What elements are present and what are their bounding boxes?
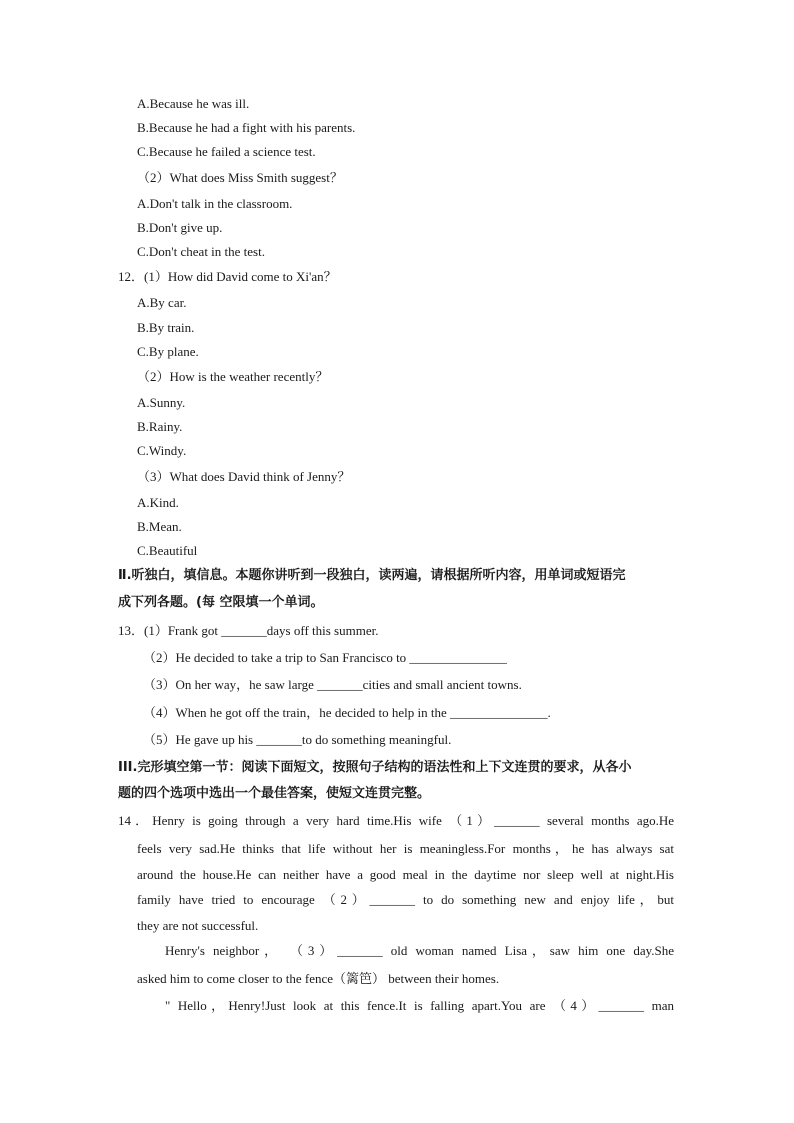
- q12-1-option-c: C.By plane.: [137, 344, 199, 359]
- section-3-heading-line-1: III.完形填空第一节：阅读下面短文，按照句子结构的语法性和上下文连贯的要求，从各小: [118, 760, 632, 775]
- q12-2-option-c: C.Windy.: [137, 443, 187, 458]
- q14-line-8: " Hello，Henry!Just look at this fence.It is falling apart.You are （4）_______ man: [165, 998, 674, 1013]
- q11-option-c: C.Because he failed a science test.: [137, 144, 316, 159]
- q11-option-a: A.Because he was ill.: [137, 96, 250, 111]
- q12-3-option-a: A.Kind.: [137, 495, 179, 510]
- q12-subquestion-3: （3）What does David think of Jenny？: [137, 469, 351, 484]
- q11-subquestion-2: （2）What does Miss Smith suggest？: [137, 170, 343, 185]
- q13-item-5: （5）He gave up his _______to do something meaningful.: [143, 732, 452, 747]
- q14-line-2: feels very sad.He thinks that life without her is meaningless.For months，he has always sat: [137, 841, 674, 856]
- q14-line-7: asked him to come closer to the fence（篱笆） between their homes.: [137, 971, 500, 986]
- q12-2-option-b: B.Rainy.: [137, 419, 183, 434]
- q13-item-1: 13．(1）Frank got _______days off this summer.: [118, 623, 379, 638]
- q11-option-b: B.Because he had a fight with his parents.: [137, 120, 356, 135]
- q11-2-option-a: A.Don't talk in the classroom.: [137, 196, 293, 211]
- section-3-heading-line-2: 题的四个选项中选出一个最佳答案，使短文连贯完整。: [118, 786, 431, 801]
- q12-2-option-a: A.Sunny.: [137, 395, 186, 410]
- q13-item-2: （2）He decided to take a trip to San Francisco to _______________: [143, 650, 507, 665]
- q12-1-option-b: B.By train.: [137, 320, 195, 335]
- q14-line-4: family have tried to encourage （2）_______ to do something new and enjoy life，but: [137, 892, 674, 907]
- q12-3-option-b: B.Mean.: [137, 519, 182, 534]
- q12-3-option-c: C.Beautiful: [137, 543, 198, 558]
- section-2-heading-line-2: 成下列各题。(每 空限填一个单词。: [118, 595, 324, 610]
- q14-line-6: Henry's neighbor， （3）_______ old woman named Lisa，saw him one day.She: [165, 943, 674, 958]
- q13-item-4: （4）When he got off the train，he decided to help in the _______________.: [143, 705, 551, 720]
- section-2-heading-line-1: Ⅱ.听独白，填信息。本题你讲听到一段独白，读两遍，请根据所听内容，用单词或短语完: [118, 568, 626, 583]
- q14-line-3: around the house.He can neither have a good meal in the daytime nor sleep well at night.His: [137, 867, 674, 882]
- q12-subquestion-1: 12．(1）How did David come to Xi'an？: [118, 269, 337, 284]
- q12-subquestion-2: （2）How is the weather recently？: [137, 369, 329, 384]
- q11-2-option-b: B.Don't give up.: [137, 220, 223, 235]
- q14-line-5: they are not successful.: [137, 918, 259, 933]
- q12-1-option-a: A.By car.: [137, 295, 187, 310]
- q11-2-option-c: C.Don't cheat in the test.: [137, 244, 265, 259]
- q13-item-3: （3）On her way，he saw large _______cities and small ancient towns.: [143, 677, 522, 692]
- q14-line-1: 14．Henry is going through a very hard time.His wife （1）_______ several months ago.He: [118, 813, 674, 828]
